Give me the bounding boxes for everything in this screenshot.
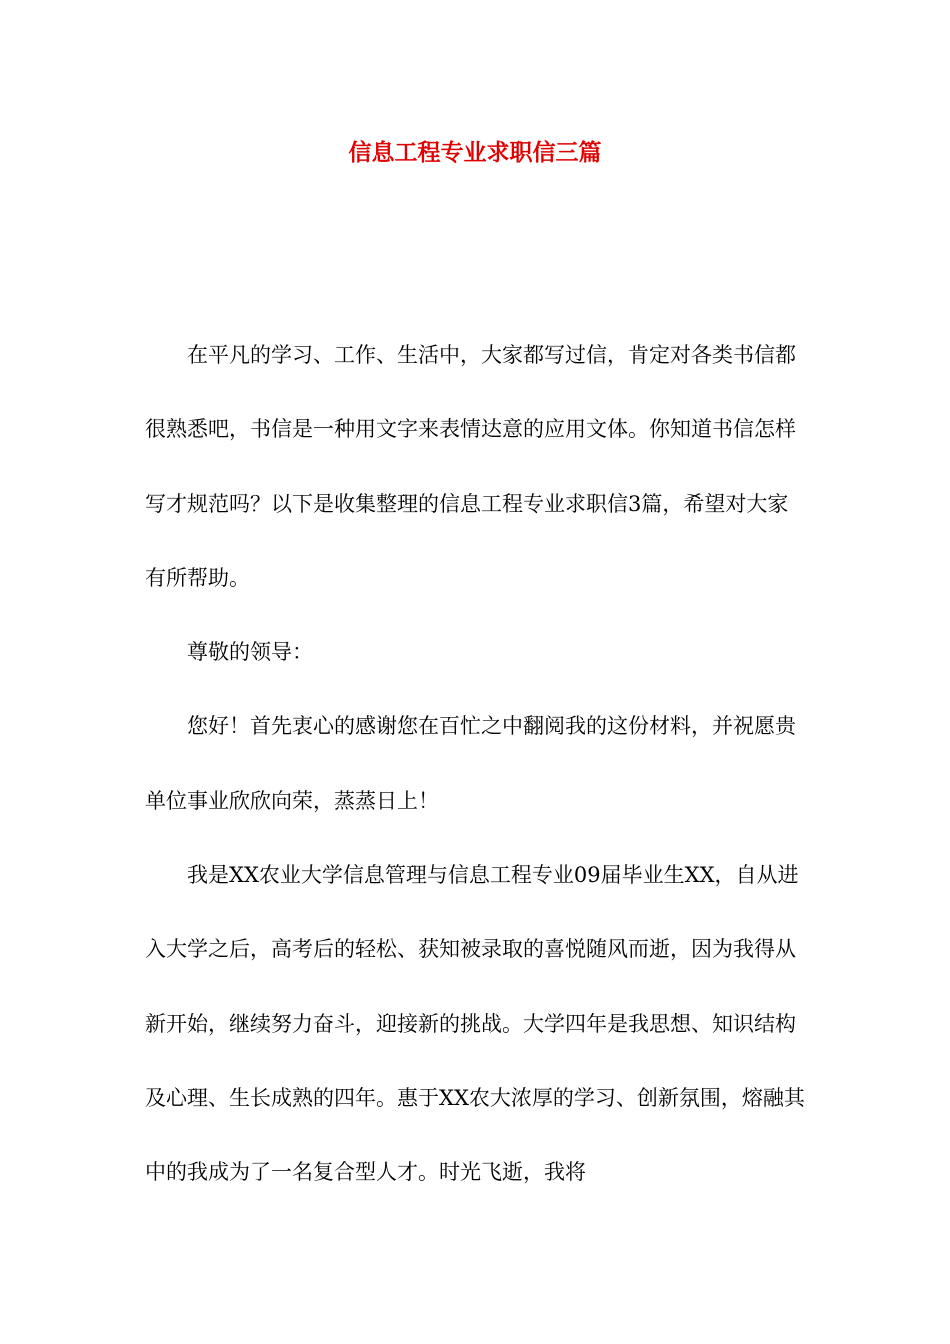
document-title: 信息工程专业求职信三篇 [348, 140, 602, 166]
document-body [145, 318, 807, 1210]
greeting-paragraph: 您好！首先衷心的感谢您在百忙之中翻阅我的这份材料，并祝愿贵单位事业欣欣向荣，蒸蒸日上！ [145, 714, 796, 813]
salutation: 尊敬的领导： [187, 640, 313, 665]
intro-paragraph: 在平凡的学习、工作、生活中，大家都写过信，肯定对各类书信都很熟悉吧，书信是一种用文字来表情达意的应用文体。你知道书信怎样写才规范吗？以下是收集整理的信息工程专业求职信3篇，希望对大家有所帮助。 [145, 343, 796, 590]
self-introduction-paragraph: 我是XX农业大学信息管理与信息工程专业09届毕业生XX，自从进入大学之后，高考后的轻松、获知被录取的喜悦随风而逝，因为我得从新开始，继续努力奋斗，迎接新的挑战。大学四年是我思想、知识结构及心理、生长成熟的四年。惠于XX农大浓厚的学习、创新氛围，熔融其中的我成为了一名复合型人才。时光飞逝，我将 [145, 863, 805, 1185]
